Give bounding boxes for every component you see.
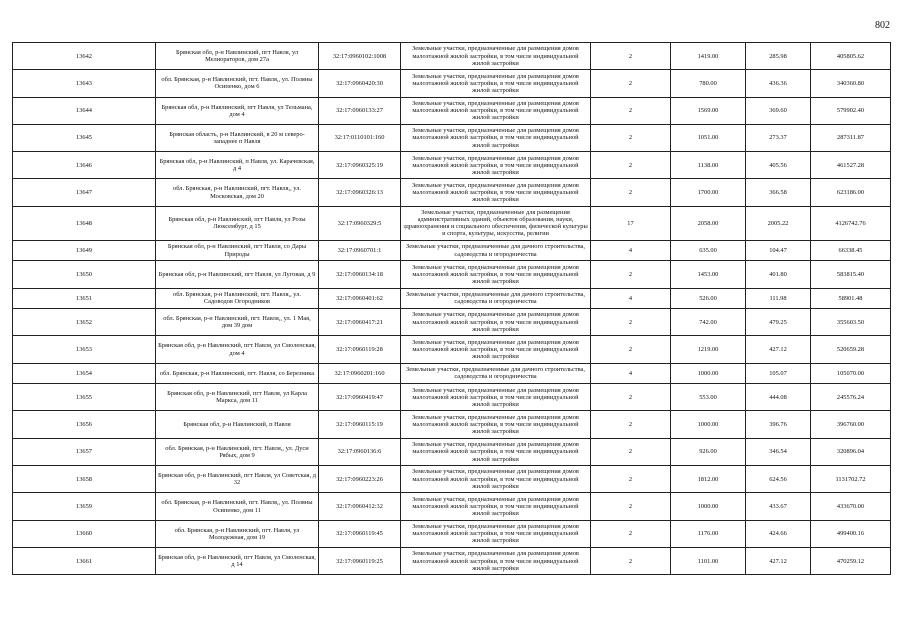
row-id-cell: 13659	[13, 493, 156, 520]
specific-value-cell: 436.36	[746, 70, 811, 97]
area-cell: 1176.00	[671, 520, 746, 547]
cadastral-value-cell: 320896.04	[811, 438, 891, 465]
area-cell: 926.00	[671, 438, 746, 465]
area-cell: 553.00	[671, 384, 746, 411]
group-cell: 2	[591, 70, 671, 97]
cadastral-number-cell: 32:17:0960326:13	[319, 179, 401, 206]
area-cell: 1812.00	[671, 466, 746, 493]
land-use-cell: Земельные участки, предназначенные для дачного строительства, садоводства и огородничества	[401, 363, 591, 384]
row-id-cell: 13658	[13, 466, 156, 493]
cadastral-number-cell: 32:17:0960329:5	[319, 206, 401, 240]
cadastral-number-cell: 32:17:0960701:1	[319, 240, 401, 261]
table-row	[13, 179, 891, 206]
specific-value-cell: 479.25	[746, 309, 811, 336]
row-id-cell: 13656	[13, 411, 156, 438]
group-cell: 2	[591, 384, 671, 411]
address-cell: Брянская обл, р-н Навлинский, пгт Навля, со Дары Природы	[156, 240, 319, 261]
area-cell: 1138.00	[671, 152, 746, 179]
land-use-cell: Земельные участки, предназначенные для размещения домов малоэтажной жилой застройки, в том числе индивидуальной жилой застройки	[401, 384, 591, 411]
cadastral-value-cell: 583815.40	[811, 261, 891, 288]
cadastral-value-cell: 58901.48	[811, 288, 891, 309]
land-use-cell: Земельные участки, предназначенные для размещения домов малоэтажной жилой застройки, в том числе индивидуальной жилой застройки	[401, 43, 591, 70]
row-id-cell: 13660	[13, 520, 156, 547]
table-row	[13, 97, 891, 124]
area-cell: 635.00	[671, 240, 746, 261]
specific-value-cell: 427.12	[746, 336, 811, 363]
cadastral-number-cell: 32:17:0960136:6	[319, 438, 401, 465]
cadastral-number-cell: 32:17:0960401:62	[319, 288, 401, 309]
group-cell: 2	[591, 179, 671, 206]
specific-value-cell: 433.67	[746, 493, 811, 520]
land-use-cell: Земельные участки, предназначенные для размещения домов малоэтажной жилой застройки, в том числе индивидуальной жилой застройки	[401, 336, 591, 363]
specific-value-cell: 366.58	[746, 179, 811, 206]
area-cell: 1569.00	[671, 97, 746, 124]
page-number: 802	[875, 20, 890, 31]
address-cell: Брянская обл, р-н Навлинский, пгт Навля, ул Мелиораторов, дом 27а	[156, 43, 319, 70]
row-id-cell: 13652	[13, 309, 156, 336]
table-row	[13, 438, 891, 465]
address-cell: Брянская обл, р-н Навлинский, пгт Навля, ул Карла Маркса, дом 11	[156, 384, 319, 411]
specific-value-cell: 424.66	[746, 520, 811, 547]
cadastral-value-cell: 245576.24	[811, 384, 891, 411]
group-cell: 2	[591, 520, 671, 547]
land-use-cell: Земельные участки, предназначенные для размещения домов малоэтажной жилой застройки, в том числе индивидуальной жилой застройки	[401, 520, 591, 547]
specific-value-cell: 369.60	[746, 97, 811, 124]
land-use-cell: Земельные участки, предназначенные для размещения домов малоэтажной жилой застройки, в том числе индивидуальной жилой застройки	[401, 438, 591, 465]
area-cell: 1000.00	[671, 493, 746, 520]
address-cell: Брянская обл, р-н Навлинский, пгт Навля, ул Советская, д 32	[156, 466, 319, 493]
area-cell: 1000.00	[671, 411, 746, 438]
address-cell: обл. Брянская, р-н Навлинский, пгт. Навля,, ул. Поляны Осипенко, дом 6	[156, 70, 319, 97]
cadastral-number-cell: 32:17:0960119:28	[319, 336, 401, 363]
row-id-cell: 13653	[13, 336, 156, 363]
group-cell: 2	[591, 411, 671, 438]
cadastral-value-cell: 470259.12	[811, 547, 891, 574]
row-id-cell: 13644	[13, 97, 156, 124]
group-cell: 2	[591, 438, 671, 465]
area-cell: 1453.00	[671, 261, 746, 288]
specific-value-cell: 111.98	[746, 288, 811, 309]
cadastral-number-cell: 32:17:0960133:27	[319, 97, 401, 124]
row-id-cell: 13647	[13, 179, 156, 206]
cadastral-number-cell: 32:17:0960420:30	[319, 70, 401, 97]
area-cell: 1101.00	[671, 547, 746, 574]
table-row	[13, 493, 891, 520]
specific-value-cell: 104.47	[746, 240, 811, 261]
cadastral-value-cell: 66338.45	[811, 240, 891, 261]
address-cell: Брянская обл, р-н Навлинский, пгт Навля, ул Тельмана, дом 4	[156, 97, 319, 124]
cadastral-number-cell: 32:17:0960102:1008	[319, 43, 401, 70]
address-cell: обл. Брянская, р-н Навлинский, пгт. Навля,, ул. Московская, дом 20	[156, 179, 319, 206]
land-use-cell: Земельные участки, предназначенные для дачного строительства, садоводства и огородничества	[401, 240, 591, 261]
cadastral-value-cell: 396760.00	[811, 411, 891, 438]
area-cell: 780.00	[671, 70, 746, 97]
row-id-cell: 13657	[13, 438, 156, 465]
specific-value-cell: 273.37	[746, 124, 811, 151]
specific-value-cell: 105.07	[746, 363, 811, 384]
table-row	[13, 520, 891, 547]
area-cell: 2058.00	[671, 206, 746, 240]
table-row	[13, 363, 891, 384]
address-cell: обл. Брянская, р-н Навлинский, пгт. Навля,, ул. Дуси Рябых, дом 9	[156, 438, 319, 465]
cadastral-number-cell: 32:17:0960419:47	[319, 384, 401, 411]
cadastral-value-cell: 287311.87	[811, 124, 891, 151]
table-row	[13, 70, 891, 97]
row-id-cell: 13643	[13, 70, 156, 97]
row-id-cell: 13655	[13, 384, 156, 411]
cadastral-value-cell: 623186.00	[811, 179, 891, 206]
area-cell: 1051.00	[671, 124, 746, 151]
cadastral-value-cell: 579902.40	[811, 97, 891, 124]
area-cell: 742.00	[671, 309, 746, 336]
area-cell: 526.00	[671, 288, 746, 309]
table-row	[13, 206, 891, 240]
specific-value-cell: 444.08	[746, 384, 811, 411]
group-cell: 2	[591, 336, 671, 363]
cadastral-value-cell: 405805.62	[811, 43, 891, 70]
group-cell: 2	[591, 124, 671, 151]
address-cell: обл. Брянская, р-н Навлинский, пгт. Навля,, ул. Поляны Осипенко, дом 11	[156, 493, 319, 520]
specific-value-cell: 624.56	[746, 466, 811, 493]
row-id-cell: 13661	[13, 547, 156, 574]
table-row	[13, 261, 891, 288]
cadastral-number-cell: 32:17:0960119:45	[319, 520, 401, 547]
address-cell: Брянская область, р-н Навлинский, в 20 м северо-западнее п Навля	[156, 124, 319, 151]
land-use-cell: Земельные участки, предназначенные для размещения домов малоэтажной жилой застройки, в том числе индивидуальной жилой застройки	[401, 309, 591, 336]
group-cell: 2	[591, 493, 671, 520]
row-id-cell: 13642	[13, 43, 156, 70]
row-id-cell: 13648	[13, 206, 156, 240]
cadastral-value-table	[12, 42, 891, 575]
land-use-cell: Земельные участки, предназначенные для размещения домов малоэтажной жилой застройки, в том числе индивидуальной жилой застройки	[401, 411, 591, 438]
address-cell: Брянская обл, р-н Навлинский, п Навля, ул. Карачевская, д 4	[156, 152, 319, 179]
row-id-cell: 13649	[13, 240, 156, 261]
table-row	[13, 411, 891, 438]
cadastral-value-cell: 461527.28	[811, 152, 891, 179]
cadastral-number-cell: 32:17:0110101:160	[319, 124, 401, 151]
group-cell: 2	[591, 97, 671, 124]
cadastral-number-cell: 32:17:0960412:32	[319, 493, 401, 520]
cadastral-number-cell: 32:17:0960119:25	[319, 547, 401, 574]
group-cell: 2	[591, 466, 671, 493]
cadastral-value-cell: 355603.50	[811, 309, 891, 336]
cadastral-number-cell: 32:17:0960417:21	[319, 309, 401, 336]
address-cell: Брянская обл, р-н Навлинский, пгт Навля, ул Луговая, д 9	[156, 261, 319, 288]
specific-value-cell: 2005.22	[746, 206, 811, 240]
table-row	[13, 547, 891, 574]
address-cell: Брянская обл, р-н Навлинский, пгт Навля, ул Розы Люксембург, д 15	[156, 206, 319, 240]
table-row	[13, 384, 891, 411]
address-cell: Брянская обл, р-н Навлинский, пгт Навля, ул Смоленская, д 14	[156, 547, 319, 574]
table-row	[13, 240, 891, 261]
land-use-cell: Земельные участки, предназначенные для размещения домов малоэтажной жилой застройки, в том числе индивидуальной жилой застройки	[401, 97, 591, 124]
land-use-cell: Земельные участки, предназначенные для размещения домов малоэтажной жилой застройки, в том числе индивидуальной жилой застройки	[401, 124, 591, 151]
table-row	[13, 466, 891, 493]
land-use-cell: Земельные участки, предназначенные для размещения домов малоэтажной жилой застройки, в том числе индивидуальной жилой застройки	[401, 466, 591, 493]
land-use-cell: Земельные участки, предназначенные для размещения административных зданий, объектов образования, науки, здравоохранения и социального обеспечения, физической культуры и спорта, культуры, искусства, религии	[401, 206, 591, 240]
specific-value-cell: 396.76	[746, 411, 811, 438]
group-cell: 2	[591, 261, 671, 288]
cadastral-value-cell: 520659.28	[811, 336, 891, 363]
cadastral-number-cell: 32:17:0960115:19	[319, 411, 401, 438]
cadastral-number-cell: 32:17:0960134:18	[319, 261, 401, 288]
address-cell: Брянская обл, р-н Навлинский, п Навля	[156, 411, 319, 438]
area-cell: 1000.00	[671, 363, 746, 384]
row-id-cell: 13654	[13, 363, 156, 384]
specific-value-cell: 401.80	[746, 261, 811, 288]
cadastral-number-cell: 32:17:0960223:26	[319, 466, 401, 493]
address-cell: обл. Брянская, р-н Навлинский, пгт. Навля, ул Молодежная, дом 19	[156, 520, 319, 547]
cadastral-value-cell: 105070.00	[811, 363, 891, 384]
address-cell: обл. Брянская, р-н Навлинский, пгт. Навля, со Березника	[156, 363, 319, 384]
row-id-cell: 13651	[13, 288, 156, 309]
cadastral-value-cell: 340360.80	[811, 70, 891, 97]
table-row	[13, 336, 891, 363]
cadastral-number-cell: 32:17:0960201:160	[319, 363, 401, 384]
group-cell: 2	[591, 309, 671, 336]
row-id-cell: 13646	[13, 152, 156, 179]
area-cell: 1419.00	[671, 43, 746, 70]
specific-value-cell: 285.98	[746, 43, 811, 70]
table-row	[13, 309, 891, 336]
table-row	[13, 43, 891, 70]
table-row	[13, 152, 891, 179]
land-use-cell: Земельные участки, предназначенные для размещения домов малоэтажной жилой застройки, в том числе индивидуальной жилой застройки	[401, 70, 591, 97]
land-use-cell: Земельные участки, предназначенные для размещения домов малоэтажной жилой застройки, в том числе индивидуальной жилой застройки	[401, 179, 591, 206]
table-row	[13, 288, 891, 309]
land-use-cell: Земельные участки, предназначенные для размещения домов малоэтажной жилой застройки, в том числе индивидуальной жилой застройки	[401, 493, 591, 520]
address-cell: обл. Брянская, р-н Навлинский, пгт. Навля,, ул. Садоводов Огородников	[156, 288, 319, 309]
group-cell: 2	[591, 547, 671, 574]
cadastral-value-cell: 499400.16	[811, 520, 891, 547]
group-cell: 4	[591, 288, 671, 309]
group-cell: 17	[591, 206, 671, 240]
area-cell: 1219.00	[671, 336, 746, 363]
group-cell: 4	[591, 240, 671, 261]
specific-value-cell: 427.12	[746, 547, 811, 574]
cadastral-value-cell: 1131702.72	[811, 466, 891, 493]
cadastral-value-cell: 4126742.76	[811, 206, 891, 240]
row-id-cell: 13645	[13, 124, 156, 151]
address-cell: обл. Брянская, р-н Навлинский, пгт. Навля,, ул. 1 Мая, дом 39 дом	[156, 309, 319, 336]
land-use-cell: Земельные участки, предназначенные для размещения домов малоэтажной жилой застройки, в том числе индивидуальной жилой застройки	[401, 261, 591, 288]
row-id-cell: 13650	[13, 261, 156, 288]
land-use-cell: Земельные участки, предназначенные для размещения домов малоэтажной жилой застройки, в том числе индивидуальной жилой застройки	[401, 547, 591, 574]
land-use-cell: Земельные участки, предназначенные для размещения домов малоэтажной жилой застройки, в том числе индивидуальной жилой застройки	[401, 152, 591, 179]
area-cell: 1700.00	[671, 179, 746, 206]
land-use-cell: Земельные участки, предназначенные для дачного строительства, садоводства и огородничества	[401, 288, 591, 309]
address-cell: Брянская обл, р-н Навлинский, пгт Навля, ул Смоленская, дом 4	[156, 336, 319, 363]
specific-value-cell: 346.54	[746, 438, 811, 465]
cadastral-value-cell: 433670.00	[811, 493, 891, 520]
group-cell: 2	[591, 152, 671, 179]
cadastral-number-cell: 32:17:0960325:19	[319, 152, 401, 179]
group-cell: 4	[591, 363, 671, 384]
specific-value-cell: 405.56	[746, 152, 811, 179]
table-row	[13, 124, 891, 151]
group-cell: 2	[591, 43, 671, 70]
